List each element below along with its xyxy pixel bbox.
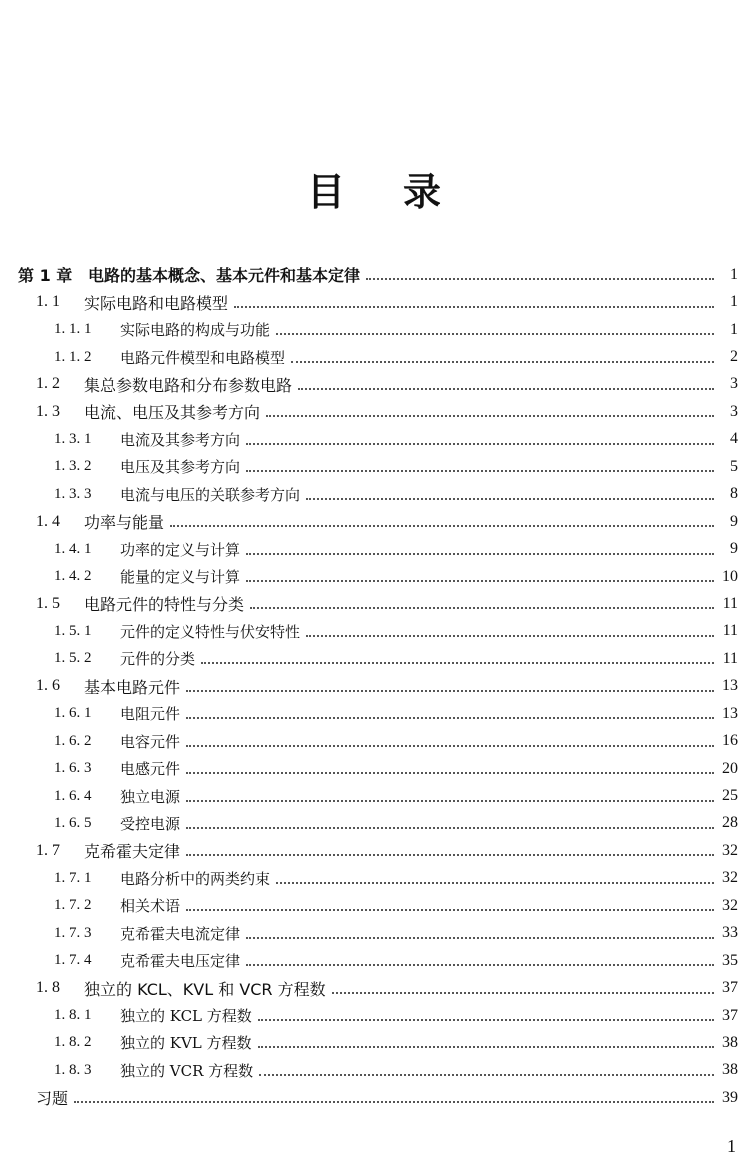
toc-entry-number: 1. 1 <box>36 293 60 311</box>
toc-entry-title: 习题 <box>36 1089 69 1109</box>
toc-entry-number: 1. 1. 2 <box>54 348 92 365</box>
toc-entry-title: 实际电路和电路模型 <box>84 293 229 313</box>
toc-entry-title: 元件的定义特性与伏安特性 <box>120 622 301 641</box>
toc-entry-page: 1 <box>730 293 738 311</box>
toc-leader-dots <box>250 606 714 609</box>
toc-entry-title: 电路元件模型和电路模型 <box>120 348 286 367</box>
toc-leader-dots <box>186 771 714 774</box>
toc-subsection-entry[interactable] <box>18 755 738 782</box>
toc-entry-page: 9 <box>730 540 738 558</box>
toc-entry-title: 功率的定义与计算 <box>120 540 241 559</box>
toc-entry-number: 1. 3. 3 <box>54 485 92 502</box>
toc-entry-page: 8 <box>730 485 738 503</box>
toc-subsection-entry[interactable] <box>18 782 738 809</box>
toc-subsection-entry[interactable] <box>18 343 738 370</box>
toc-leader-dots <box>266 414 714 417</box>
toc-leader-dots <box>298 387 714 390</box>
toc-leader-dots <box>366 277 714 280</box>
toc-entry-number: 1. 6. 5 <box>54 814 92 831</box>
toc-subsection-entry[interactable] <box>18 563 738 590</box>
toc-entry-number: 1. 6. 1 <box>54 705 92 722</box>
toc-chapter-entry[interactable] <box>18 261 738 288</box>
toc-leader-dots <box>246 469 714 472</box>
toc-entry-page: 35 <box>722 951 738 969</box>
toc-leader-dots <box>186 908 714 911</box>
toc-entry-page: 2 <box>730 348 738 366</box>
toc-entry-number: 1. 7. 3 <box>54 924 92 941</box>
toc-subsection-entry[interactable] <box>18 810 738 837</box>
toc-entry-page: 3 <box>730 402 738 420</box>
toc-entry-title: 独立的 KCL、KVL 和 VCR 方程数 <box>84 979 326 999</box>
toc-entry-page: 13 <box>722 704 738 722</box>
toc-entry-page: 11 <box>722 622 738 640</box>
toc-entry-page: 28 <box>722 814 738 832</box>
toc-entry-number: 1. 7. 2 <box>54 897 92 914</box>
toc-entry-title: 电阻元件 <box>120 705 181 724</box>
toc-subsection-entry[interactable] <box>18 426 738 453</box>
toc-leader-dots <box>332 991 714 994</box>
toc-entry-number: 1. 6. 4 <box>54 787 92 804</box>
title-char-2: 录 <box>403 170 444 214</box>
toc-entry-page: 13 <box>722 677 738 695</box>
toc-section-entry[interactable] <box>18 837 738 864</box>
toc-section-entry[interactable] <box>18 508 738 535</box>
toc-entry-page: 25 <box>722 787 738 805</box>
toc-entry-number: 1. 5 <box>36 594 60 612</box>
toc-entry-title: 功率与能量 <box>84 513 165 533</box>
toc-subsection-entry[interactable] <box>18 481 738 508</box>
toc-exercises-entry[interactable] <box>18 1084 738 1111</box>
toc-entry-page: 9 <box>730 512 738 530</box>
toc-entry-title: 电路的基本概念、基本元件和基本定律 <box>88 266 361 286</box>
toc-entry-number: 1. 1. 1 <box>54 321 92 338</box>
toc-subsection-entry[interactable] <box>18 618 738 645</box>
toc-subsection-entry[interactable] <box>18 1029 738 1056</box>
toc-entry-page: 1 <box>730 320 738 338</box>
toc-section-entry[interactable] <box>18 371 738 398</box>
toc-entry-page: 32 <box>722 841 738 859</box>
toc-entry-number: 1. 8. 2 <box>54 1034 92 1051</box>
toc-leader-dots <box>259 1073 714 1076</box>
toc-entry-page: 39 <box>722 1088 738 1106</box>
toc-entry-title: 元件的分类 <box>120 650 196 669</box>
toc-entry-page: 37 <box>722 979 738 997</box>
toc-subsection-entry[interactable] <box>18 316 738 343</box>
toc-entry-page: 4 <box>730 430 738 448</box>
toc-entry-number: 第 1 章 <box>18 266 73 286</box>
toc-leader-dots <box>246 579 714 582</box>
toc-leader-dots <box>258 1018 714 1021</box>
toc-entry-title: 基本电路元件 <box>84 677 181 697</box>
toc-subsection-entry[interactable] <box>18 453 738 480</box>
toc-entry-title: 受控电源 <box>120 814 181 833</box>
toc-subsection-entry[interactable] <box>18 947 738 974</box>
toc-leader-dots <box>234 305 714 308</box>
toc-entry-page: 1 <box>730 265 738 283</box>
toc-subsection-entry[interactable] <box>18 1002 738 1029</box>
toc-subsection-entry[interactable] <box>18 865 738 892</box>
toc-entry-title: 相关术语 <box>120 897 181 916</box>
toc-entry-number: 1. 2 <box>36 375 60 393</box>
toc-entry-number: 1. 6. 3 <box>54 760 92 777</box>
toc-leader-dots <box>246 442 714 445</box>
toc-leader-dots <box>74 1100 714 1103</box>
toc-section-entry[interactable] <box>18 398 738 425</box>
toc-leader-dots <box>276 332 714 335</box>
toc-leader-dots <box>186 799 714 802</box>
toc-subsection-entry[interactable] <box>18 727 738 754</box>
toc-entry-number: 1. 4 <box>36 512 60 530</box>
toc-entry-title: 实际电路的构成与功能 <box>120 321 271 340</box>
toc-entry-number: 1. 3 <box>36 402 60 420</box>
toc-entry-page: 3 <box>730 375 738 393</box>
toc-subsection-entry[interactable] <box>18 535 738 562</box>
toc-entry-title: 电感元件 <box>120 760 181 779</box>
toc-entry-title: 电路元件的特性与分类 <box>84 595 245 615</box>
page-number: 1 <box>727 1136 736 1156</box>
toc-leader-dots <box>276 881 714 884</box>
toc-entry-page: 32 <box>722 869 738 887</box>
toc-entry-page: 38 <box>722 1061 738 1079</box>
toc-subsection-entry[interactable] <box>18 892 738 919</box>
toc-leader-dots <box>306 497 714 500</box>
toc-entry-number: 1. 8. 1 <box>54 1007 92 1024</box>
toc-entry-title: 电流及其参考方向 <box>120 430 241 449</box>
title-char-1: 目 <box>306 170 347 214</box>
toc-entry-page: 20 <box>722 759 738 777</box>
toc-entry-title: 独立的 KCL 方程数 <box>120 1007 252 1026</box>
toc-entry-number: 1. 7. 1 <box>54 869 92 886</box>
toc-entry-number: 1. 4. 1 <box>54 540 92 557</box>
toc-entry-title: 克希霍夫电流定律 <box>120 924 241 943</box>
toc-leader-dots <box>246 936 714 939</box>
toc-entry-title: 电容元件 <box>120 732 181 751</box>
toc-entry-number: 1. 5. 1 <box>54 622 92 639</box>
toc-entry-number: 1. 5. 2 <box>54 650 92 667</box>
toc-entry-number: 1. 6 <box>36 677 60 695</box>
toc-leader-dots <box>186 744 714 747</box>
toc-entry-page: 38 <box>722 1033 738 1051</box>
toc-entry-title: 独立的 VCR 方程数 <box>120 1061 254 1080</box>
toc-entry-title: 独立电源 <box>120 787 181 806</box>
toc-leader-dots <box>291 360 714 363</box>
toc-entry-title: 克希霍夫定律 <box>84 842 181 862</box>
toc-leader-dots <box>186 826 714 829</box>
toc-leader-dots <box>258 1045 714 1048</box>
toc-entry-title: 电流、电压及其参考方向 <box>84 403 261 423</box>
toc-section-entry[interactable] <box>18 974 738 1001</box>
toc-entry-page: 33 <box>722 924 738 942</box>
toc-entry-page: 11 <box>722 594 738 612</box>
toc-leader-dots <box>246 552 714 555</box>
toc-entry-number: 1. 4. 2 <box>54 568 92 585</box>
toc-entry-title: 电路分析中的两类约束 <box>120 869 271 888</box>
toc-subsection-entry[interactable] <box>18 700 738 727</box>
table-of-contents <box>18 261 738 1112</box>
toc-entry-title: 电流与电压的关联参考方向 <box>120 485 301 504</box>
toc-leader-dots <box>246 963 714 966</box>
toc-leader-dots <box>186 853 714 856</box>
toc-entry-page: 32 <box>722 896 738 914</box>
toc-section-entry[interactable] <box>18 673 738 700</box>
toc-entry-page: 16 <box>722 732 738 750</box>
toc-subsection-entry[interactable] <box>18 1057 738 1084</box>
toc-entry-title: 集总参数电路和分布参数电路 <box>84 375 293 395</box>
toc-entry-number: 1. 7. 4 <box>54 952 92 969</box>
page-title <box>0 170 750 214</box>
toc-entry-number: 1. 8 <box>36 979 60 997</box>
toc-entry-title: 克希霍夫电压定律 <box>120 952 241 971</box>
toc-entry-number: 1. 7 <box>36 841 60 859</box>
toc-section-entry[interactable] <box>18 288 738 315</box>
toc-subsection-entry[interactable] <box>18 920 738 947</box>
toc-leader-dots <box>186 689 714 692</box>
toc-leader-dots <box>186 716 714 719</box>
toc-entry-number: 1. 6. 2 <box>54 732 92 749</box>
toc-entry-page: 5 <box>730 457 738 475</box>
toc-entry-title: 能量的定义与计算 <box>120 568 241 587</box>
toc-subsection-entry[interactable] <box>18 645 738 672</box>
toc-entry-page: 10 <box>722 567 738 585</box>
toc-entry-number: 1. 8. 3 <box>54 1061 92 1078</box>
toc-leader-dots <box>306 634 714 637</box>
toc-entry-page: 11 <box>722 649 738 667</box>
toc-leader-dots <box>170 524 714 527</box>
toc-entry-title: 电压及其参考方向 <box>120 458 241 477</box>
toc-entry-number: 1. 3. 2 <box>54 458 92 475</box>
toc-entry-number: 1. 3. 1 <box>54 430 92 447</box>
toc-section-entry[interactable] <box>18 590 738 617</box>
toc-leader-dots <box>201 661 714 664</box>
toc-entry-title: 独立的 KVL 方程数 <box>120 1034 252 1053</box>
toc-entry-page: 37 <box>722 1006 738 1024</box>
